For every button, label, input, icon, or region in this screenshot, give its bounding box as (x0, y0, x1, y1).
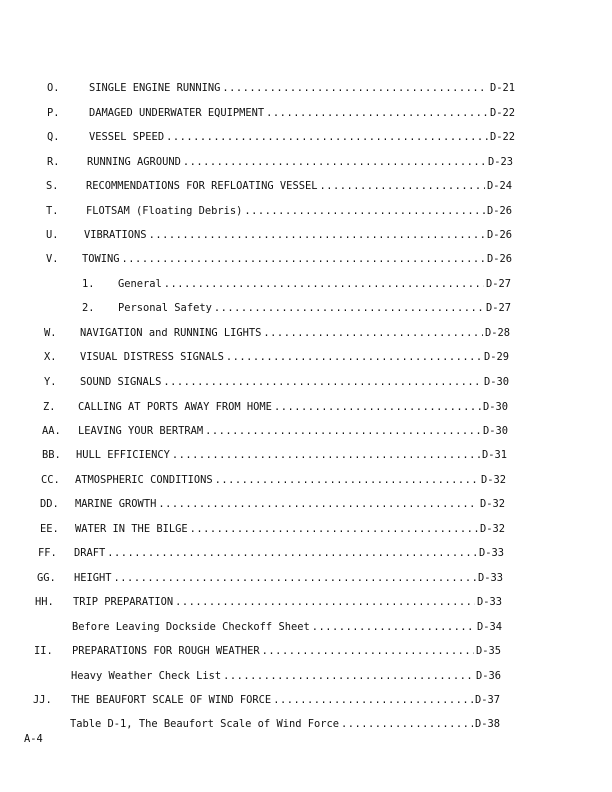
toc-title: FLOTSAM (Floating Debris) (86, 205, 243, 217)
toc-leader (164, 276, 484, 292)
toc-letter: R. (47, 156, 60, 168)
toc-letter: T. (46, 205, 59, 217)
toc-number: 1. (82, 278, 95, 290)
toc-leader (273, 692, 473, 708)
toc-title: TOWING (82, 253, 120, 265)
toc-title: ATMOSPHERIC CONDITIONS (75, 474, 213, 486)
toc-entry (47, 80, 515, 96)
toc-entry (43, 399, 508, 415)
toc-leader (114, 570, 476, 586)
toc-leader (107, 545, 477, 561)
toc-title: NAVIGATION and RUNNING LIGHTS (80, 327, 262, 339)
toc-leader (341, 716, 473, 732)
toc-page: D-32 (479, 498, 505, 510)
toc-title: MARINE GROWTH (75, 498, 157, 510)
toc-letter: W. (44, 327, 57, 339)
toc-page: D-22 (489, 131, 515, 143)
toc-page: D-33 (476, 596, 502, 608)
page-number: A-4 (24, 733, 43, 745)
toc-page: D-23 (487, 156, 513, 168)
toc-leader (175, 594, 475, 610)
toc-title: THE BEAUFORT SCALE OF WIND FORCE (71, 694, 272, 706)
toc-title: Heavy Weather Check List (71, 670, 222, 682)
toc-letter: CC. (41, 474, 60, 486)
toc-page: D-26 (486, 253, 512, 265)
toc-page: D-35 (475, 645, 501, 657)
toc-title: DAMAGED UNDERWATER EQUIPMENT (89, 107, 265, 119)
toc-entry (34, 643, 501, 659)
toc-page: D-27 (485, 302, 511, 314)
toc-leader (205, 423, 481, 439)
toc-page: D-32 (480, 474, 506, 486)
toc-leader (122, 251, 485, 267)
toc-leader (183, 154, 486, 170)
toc-page: D-24 (486, 180, 512, 192)
toc-entry (35, 594, 502, 610)
toc-letter: EE. (40, 523, 59, 535)
toc-entry (42, 447, 507, 463)
toc-entry (42, 423, 508, 439)
toc-letter: S. (46, 180, 59, 192)
toc-leader (262, 643, 474, 659)
toc-title: RUNNING AGROUND (87, 156, 181, 168)
toc-page: D-30 (482, 425, 508, 437)
toc-title: WATER IN THE BILGE (75, 523, 188, 535)
toc-entry (40, 521, 505, 537)
toc-letter: Q. (47, 131, 60, 143)
toc-leader (214, 300, 484, 316)
toc-entry (33, 692, 500, 708)
toc-entry (38, 545, 504, 561)
toc-leader (312, 619, 475, 635)
toc-title: VIBRATIONS (84, 229, 147, 241)
toc-leader (222, 80, 488, 96)
toc-entry (44, 374, 509, 390)
toc-entry (46, 203, 512, 219)
toc-leader (190, 521, 478, 537)
toc-subentry (72, 619, 502, 635)
toc-title: RECOMMENDATIONS FOR REFLOATING VESSEL (86, 180, 318, 192)
toc-page: D-37 (474, 694, 500, 706)
toc-page: D-28 (484, 327, 510, 339)
toc-title: CALLING AT PORTS AWAY FROM HOME (78, 401, 272, 413)
toc-page: D-30 (483, 376, 509, 388)
toc-title: VESSEL SPEED (89, 131, 165, 143)
toc-title: SOUND SIGNALS (80, 376, 162, 388)
toc-leader (149, 227, 485, 243)
toc-title: HEIGHT (74, 572, 112, 584)
toc-page: D-22 (489, 107, 515, 119)
toc-title: LEAVING YOUR BERTRAM (78, 425, 204, 437)
toc-leader (158, 496, 478, 512)
toc-letter: Y. (44, 376, 57, 388)
toc-title: SINGLE ENGINE RUNNING (89, 82, 221, 94)
toc-number: 2. (82, 302, 95, 314)
toc-leader (263, 325, 483, 341)
toc-page: D-30 (482, 401, 508, 413)
toc-letter: DD. (40, 498, 59, 510)
toc-entry (44, 349, 509, 365)
toc-leader (215, 472, 479, 488)
toc-leader (226, 349, 482, 365)
toc-subentry (82, 276, 511, 292)
toc-entry (46, 227, 512, 243)
toc-title: PREPARATIONS FOR ROUGH WEATHER (72, 645, 260, 657)
toc-letter: Z. (43, 401, 56, 413)
toc-entry (47, 154, 513, 170)
toc-leader (172, 447, 480, 463)
toc-leader (163, 374, 482, 390)
toc-letter: V. (46, 253, 59, 265)
toc-letter: O. (47, 82, 60, 94)
toc-title: TRIP PREPARATION (73, 596, 174, 608)
toc-letter: U. (46, 229, 59, 241)
toc-title: Personal Safety (118, 302, 212, 314)
toc-letter: BB. (42, 449, 61, 461)
toc-leader (166, 129, 488, 145)
toc-entry (40, 496, 505, 512)
toc-letter: P. (47, 107, 60, 119)
toc-leader (266, 105, 488, 121)
toc-page: D-26 (486, 205, 512, 217)
toc-page: D-21 (489, 82, 515, 94)
toc-subentry (82, 300, 511, 316)
toc-title: Table D-1, The Beaufort Scale of Wind Force (70, 718, 339, 730)
toc-entry (44, 325, 510, 341)
toc-page: D-33 (478, 547, 504, 559)
toc-entry (47, 105, 515, 121)
toc-subentry (70, 716, 500, 732)
toc-leader (223, 668, 474, 684)
toc-letter: GG. (37, 572, 56, 584)
toc-letter: X. (44, 351, 57, 363)
toc-title: DRAFT (74, 547, 106, 559)
toc-leader (319, 178, 485, 194)
toc-entry (46, 251, 512, 267)
toc-page: D-31 (481, 449, 507, 461)
toc-entry (41, 472, 506, 488)
toc-title: VISUAL DISTRESS SIGNALS (80, 351, 224, 363)
toc-title: HULL EFFICIENCY (76, 449, 170, 461)
toc-letter: FF. (38, 547, 57, 559)
toc-page: D-33 (477, 572, 503, 584)
toc-title: Before Leaving Dockside Checkoff Sheet (72, 621, 310, 633)
toc-page: D-29 (483, 351, 509, 363)
toc-letter: II. (34, 645, 53, 657)
toc-subentry (71, 668, 501, 684)
toc-page: D-27 (485, 278, 511, 290)
toc-letter: AA. (42, 425, 61, 437)
toc-page: D-38 (474, 718, 500, 730)
toc-page: D-36 (475, 670, 501, 682)
toc-letter: JJ. (33, 694, 52, 706)
toc-entry (46, 178, 512, 194)
toc-title: General (118, 278, 162, 290)
toc-leader (244, 203, 485, 219)
toc-page: D-34 (476, 621, 502, 633)
toc-page: D-26 (486, 229, 512, 241)
toc-letter: HH. (35, 596, 54, 608)
toc-entry (37, 570, 503, 586)
toc-entry (47, 129, 515, 145)
toc-page: D-32 (479, 523, 505, 535)
toc-leader (274, 399, 481, 415)
